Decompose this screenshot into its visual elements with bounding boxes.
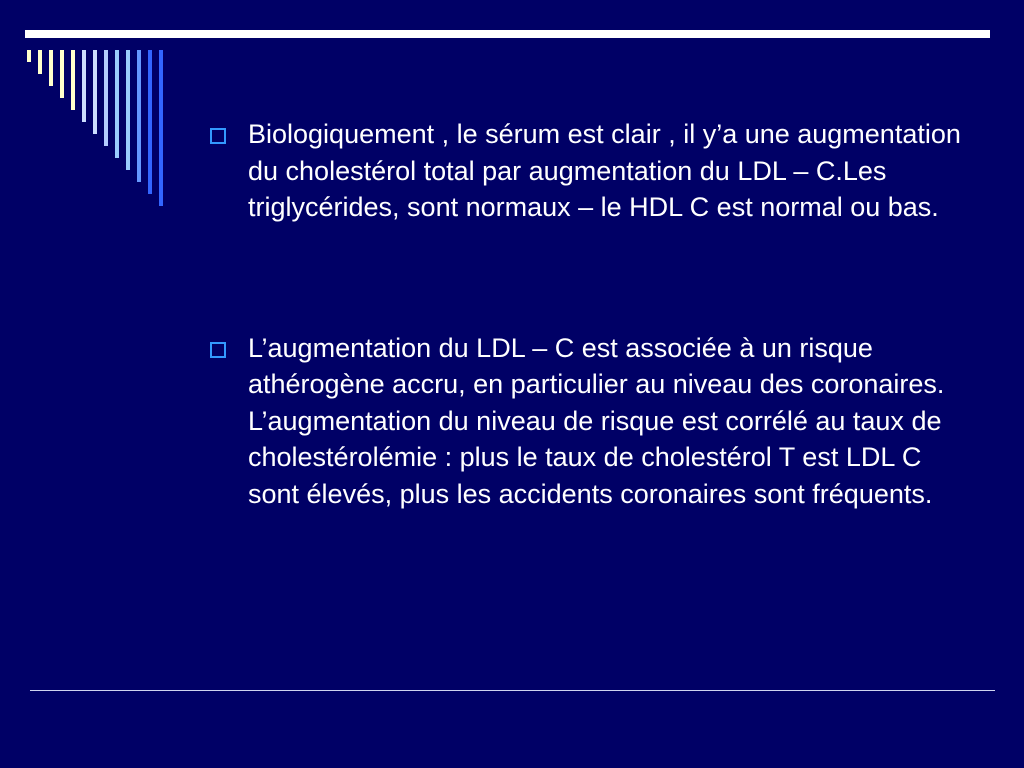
stripe — [137, 50, 141, 182]
stripe — [126, 50, 130, 170]
stripe — [104, 50, 108, 146]
stripe — [159, 50, 163, 206]
decorative-stripes — [0, 0, 180, 220]
bullet-text: Biologiquement , le sérum est clair , il y’a une augmentation du cholestérol total par augmentation du LDL – C.Les triglycérides, sont normaux – le HDL C est normal ou bas. — [248, 119, 961, 222]
stripe — [27, 50, 31, 62]
slide-content — [210, 116, 970, 512]
stripe — [82, 50, 86, 122]
stripe — [148, 50, 152, 194]
bullet-item — [210, 116, 970, 226]
hollow-square-icon — [210, 128, 226, 144]
stripe — [60, 50, 64, 98]
stripe — [49, 50, 53, 86]
bottom-rule — [30, 690, 995, 691]
stripe — [93, 50, 97, 134]
bullet-item — [210, 330, 970, 513]
stripe — [38, 50, 42, 74]
hollow-square-icon — [210, 342, 226, 358]
stripe — [71, 50, 75, 110]
stripe — [115, 50, 119, 158]
bullet-text: L’augmentation du LDL – C est associée à un risque athérogène accru, en particulier au niveau des coronaires. L’augmentation du niveau de risque est corrélé au taux de cholestérolémie : plus le taux de cholestérol T est LDL C sont élevés, plus les accidents coronaires sont fréquents. — [248, 332, 945, 509]
